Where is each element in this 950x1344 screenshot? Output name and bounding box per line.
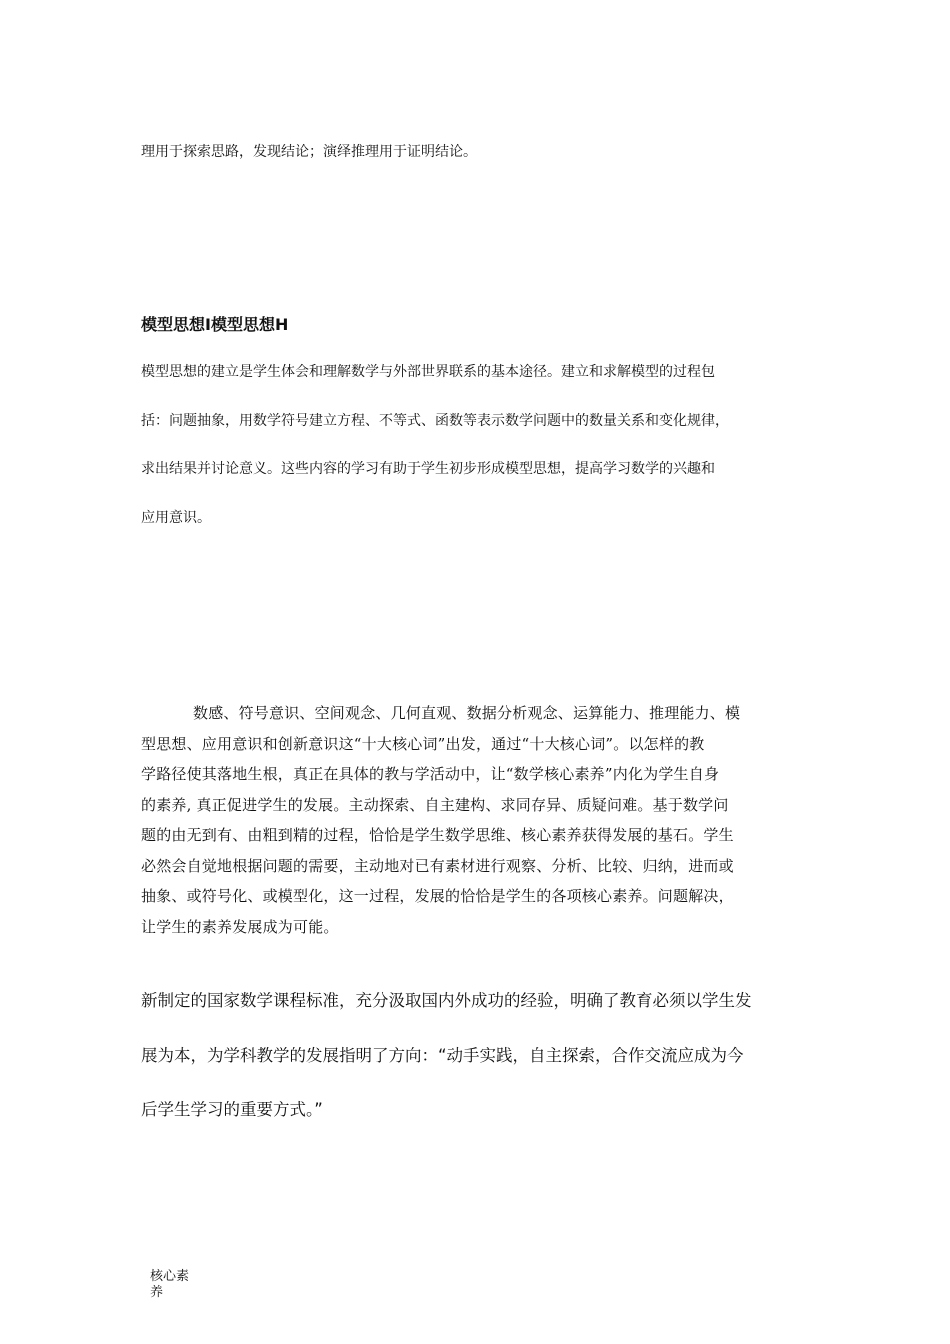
paragraph-line: 求出结果并讨论意义。这些内容的学习有助于学生初步形成模型思想，提高学习数学的兴趣和: [141, 461, 715, 477]
paragraph-line: 题的由无到有、由粗到精的过程，恰恰是学生数学思维、核心素养获得发展的基石。学生: [141, 826, 734, 844]
paragraph-curriculum-standard: [141, 986, 821, 1150]
paragraph-core-literacy: [141, 698, 813, 942]
section-heading: 模型思想I模型思想H: [141, 315, 289, 334]
paragraph-line: 模型思想的建立是学生体会和理解数学与外部世界联系的基本途径。建立和求解模型的过程包: [141, 364, 715, 380]
paragraph-line: 的素养, 真正促进学生的发展。主动探索、自主建构、求同存异、质疑问难。基于数学问: [141, 795, 729, 814]
footer-line: 核心素: [150, 1269, 190, 1284]
paragraph-line: 型思想、应用意识和创新意识这“十大核心词”出发，通过“十大核心词”。以怎样的教: [141, 734, 705, 753]
paragraph-model-thinking: [141, 360, 821, 554]
paragraph-line: 新制定的国家数学课程标准，充分汲取国内外成功的经验，明确了教育必须以学生发: [141, 991, 752, 1010]
footer-line: 养: [150, 1285, 164, 1300]
footer-label: [150, 1269, 200, 1301]
paragraph-line: 抽象、或符号化、或模型化，这一过程，发展的恰恰是学生的各项核心素养。问题解决，: [141, 887, 734, 905]
paragraph-line: 必然会自觉地根据问题的需要，主动地对已有素材进行观察、分析、比较、归纳，进而或: [141, 856, 734, 875]
paragraph-line: 展为本，为学科教学的发展指明了方向：“动手实践，自主探索，合作交流应成为今: [141, 1045, 744, 1065]
paragraph-line: 括：问题抽象，用数学符号建立方程、不等式、函数等表示数学问题中的数量关系和变化规律，: [141, 412, 729, 429]
paragraph-line: 应用意识。: [141, 509, 211, 526]
paragraph-line: 后学生学习的重要方式。”: [141, 1100, 323, 1119]
text-fragment-line: 理用于探索思路，发现结论；演绎推理用于证明结论。: [141, 144, 477, 160]
paragraph-line: 让学生的素养发展成为可能。: [141, 917, 339, 936]
paragraph-line: 学路径使其落地生根，真正在具体的教与学活动中，让“数学核心素养”内化为学生自身: [141, 765, 720, 783]
paragraph-line: 数感、符号意识、空间观念、几何直观、数据分析观念、运算能力、推理能力、模: [193, 704, 741, 722]
